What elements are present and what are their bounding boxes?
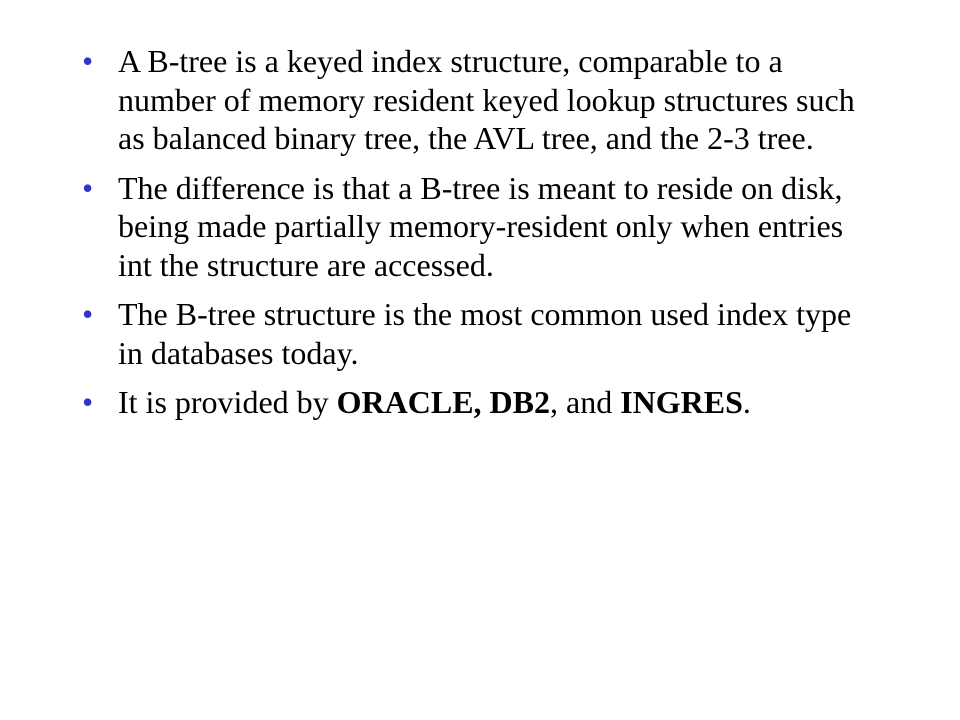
bullet-icon: • (82, 169, 94, 206)
bullet-text-part: , and (550, 384, 621, 420)
vendor-name-ingres: INGRES (620, 384, 743, 420)
bullet-item-btree-definition (82, 42, 862, 158)
bullet-item-difference (82, 169, 862, 285)
bullet-text: A B-tree is a keyed index structure, comparable to a number of memory resident keyed lookup structures such as balanced binary tree, the AVL tree, and the 2-3 tree. (118, 43, 855, 156)
bullet-text: The difference is that a B-tree is meant to reside on disk, being made partially memory-resident only when entries int the structure are accessed. (118, 169, 844, 283)
vendor-names-oracle-db2: ORACLE, DB2 (336, 384, 550, 420)
bullet-text-part: . (742, 384, 751, 420)
bullet-icon: • (82, 296, 94, 332)
bullet-text: The B-tree structure is the most common used index type in databases today. (118, 296, 852, 371)
bullet-icon: • (82, 43, 94, 79)
bullet-text-part: It is provided by (118, 384, 337, 420)
bullet-list (82, 42, 862, 433)
bullet-item-most-common (82, 295, 862, 372)
bullet-icon: • (82, 384, 94, 420)
bullet-item-providers (82, 383, 862, 422)
